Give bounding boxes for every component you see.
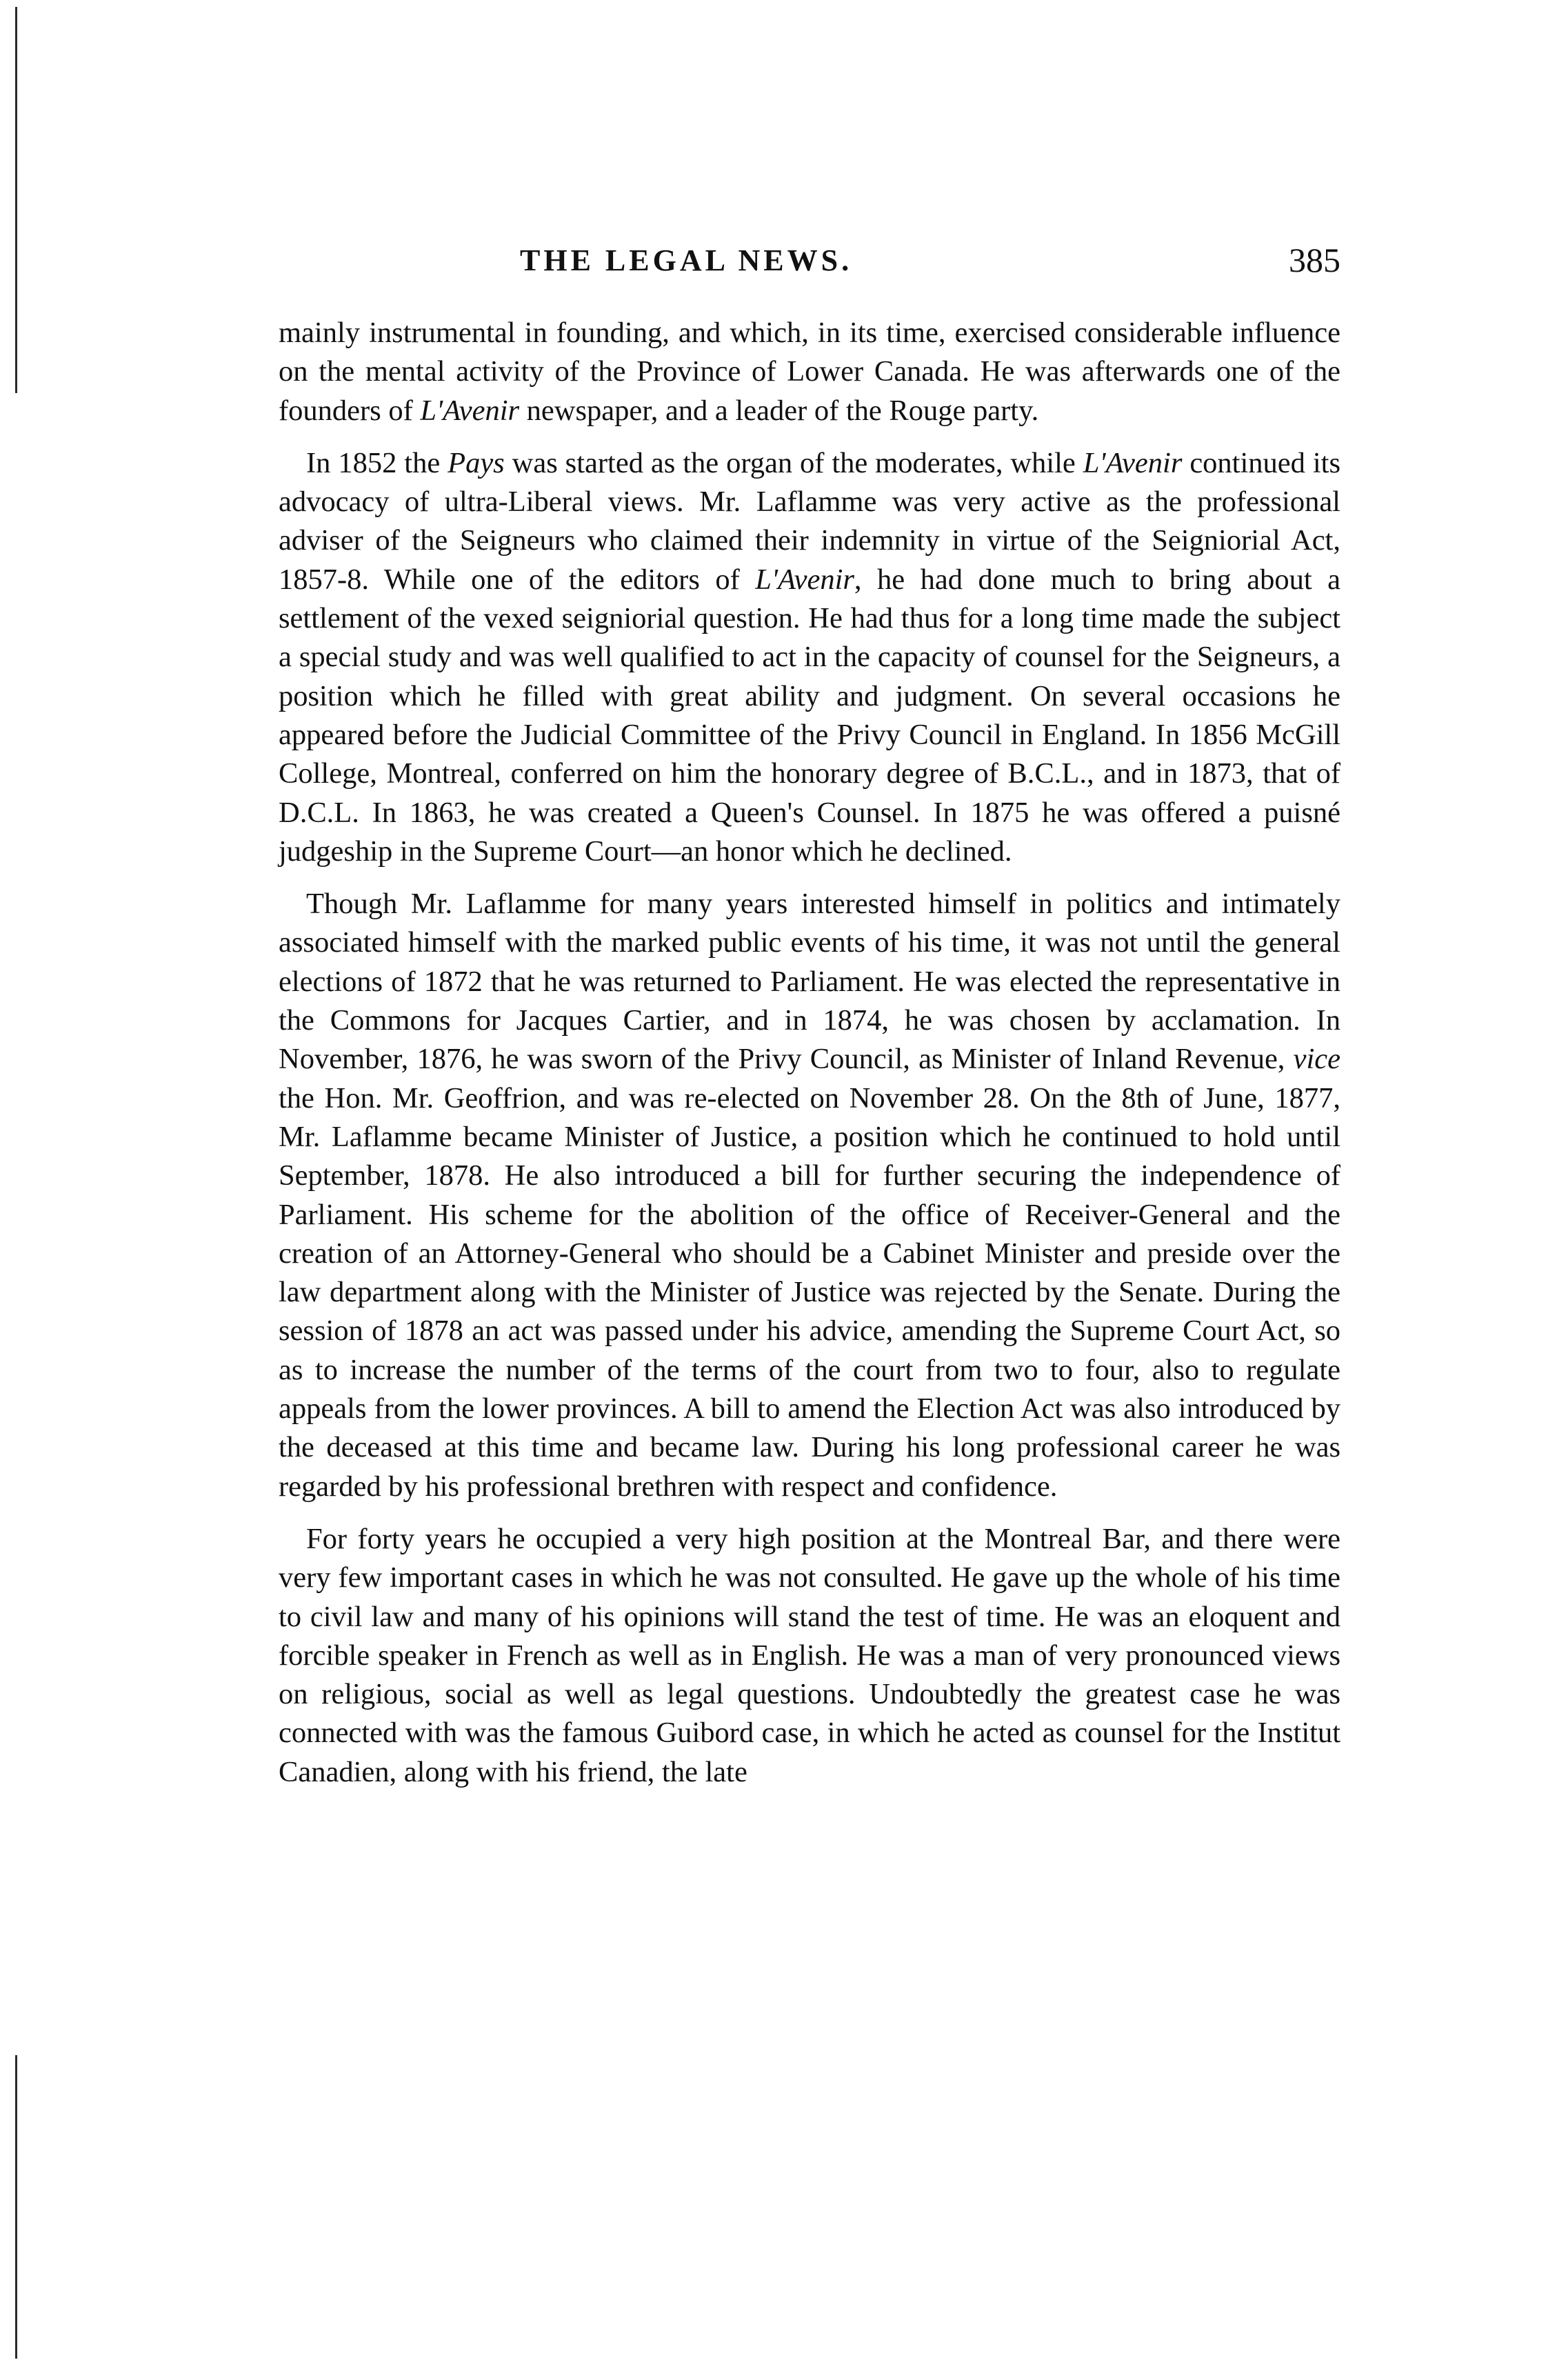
text-run: , he had done much to bring about a settlement of the vexed seigniorial question. He had thus for a long time made the subject a special study and was well qualified to act in the capacity of counsel for the Seigneurs, a position which he filled with great ability and judgment. On several occasions he appeared before the Judicial Committee of the Privy Council in England. In 1856 McGill College, Montreal, conferred on him the honorary degree of B.C.L., and in 1873, that of D.C.L. In 1863, he was created a Queen's Counsel. In 1875 he was offered a puisné judgeship in the Supreme Court—an honor which he declined.	[279, 563, 1340, 868]
page-header	[279, 243, 1340, 284]
text-run: continued its advocacy of ultra-Liberal views. Mr. Laflamme was very active as the professional adviser of the Seigneurs who claimed their indemnity in virtue of the Seigniorial Act, 1857-8. While one of the editors of	[279, 446, 1340, 596]
paragraph-3	[279, 885, 1340, 1506]
paragraph-4	[279, 1520, 1340, 1792]
text-run: was started as the organ of the moderates, while	[504, 446, 1083, 479]
text-run: In 1852 the	[306, 446, 448, 479]
italic-text-run: Pays	[448, 446, 505, 479]
text-run: the Hon. Mr. Geoffrion, and was re-elected on November 28. On the 8th of June, 1877, Mr. Laflamme became Minister of Justice, a position which he continued to hold until September, 1878. He also introduced a bill for further securing the independence of Parliament. His scheme for the abolition of the office of Receiver-General and the creation of an Attorney-General who should be a Cabinet Minister and preside over the law department along with the Minister of Justice was rejected by the Senate. During the session of 1878 an act was passed under his advice, amending the Supreme Court Act, so as to increase the number of the terms of the court from two to four, also to regulate appeals from the lower provinces. A bill to amend the Election Act was also introduced by the deceased at this time and became law. During his long professional career he was regarded by his professional brethren with respect and confidence.	[279, 1081, 1340, 1503]
paragraph-2	[279, 444, 1340, 871]
italic-text-run: vice	[1293, 1043, 1340, 1076]
left-margin-line-bottom	[15, 2055, 17, 2359]
italic-text-run: L'Avenir	[1083, 446, 1183, 479]
text-run: mainly instrumental in founding, and which, in its time, exercised considerable influence on the mental activity of the Province of Lower Canada. He was afterwards one of the founders of	[279, 317, 1340, 427]
left-margin-line-top	[15, 7, 17, 393]
article-body	[279, 314, 1340, 1806]
page-number: 385	[1289, 241, 1340, 279]
italic-text-run: L'Avenir	[420, 394, 520, 427]
paragraph-1	[279, 314, 1340, 430]
italic-text-run: L'Avenir	[755, 563, 854, 596]
running-title: THE LEGAL NEWS.	[520, 243, 853, 277]
text-run: newspaper, and a leader of the Rouge party.	[519, 394, 1039, 427]
text-run: For forty years he occupied a very high position at the Montreal Bar, and there were very few important cases in which he was not consulted. He gave up the whole of his time to civil law and many of his opinions will stand the test of time. He was an eloquent and forcible speaker in French as well as in English. He was a man of very pronounced views on religious, social as well as legal questions. Undoubtedly the greatest case he was connected with was the famous Guibord case, in which he acted as counsel for the Institut Canadien, along with his friend, the late	[279, 1522, 1340, 1788]
text-run: Though Mr. Laflamme for many years interested himself in politics and intimately associated himself with the marked public events of his time, it was not until the general elections of 1872 that he was returned to Parliament. He was elected the representative in the Commons for Jacques Cartier, and in 1874, he was chosen by acclamation. In November, 1876, he was sworn of the Privy Council, as Minister of Inland Revenue,	[279, 888, 1340, 1076]
